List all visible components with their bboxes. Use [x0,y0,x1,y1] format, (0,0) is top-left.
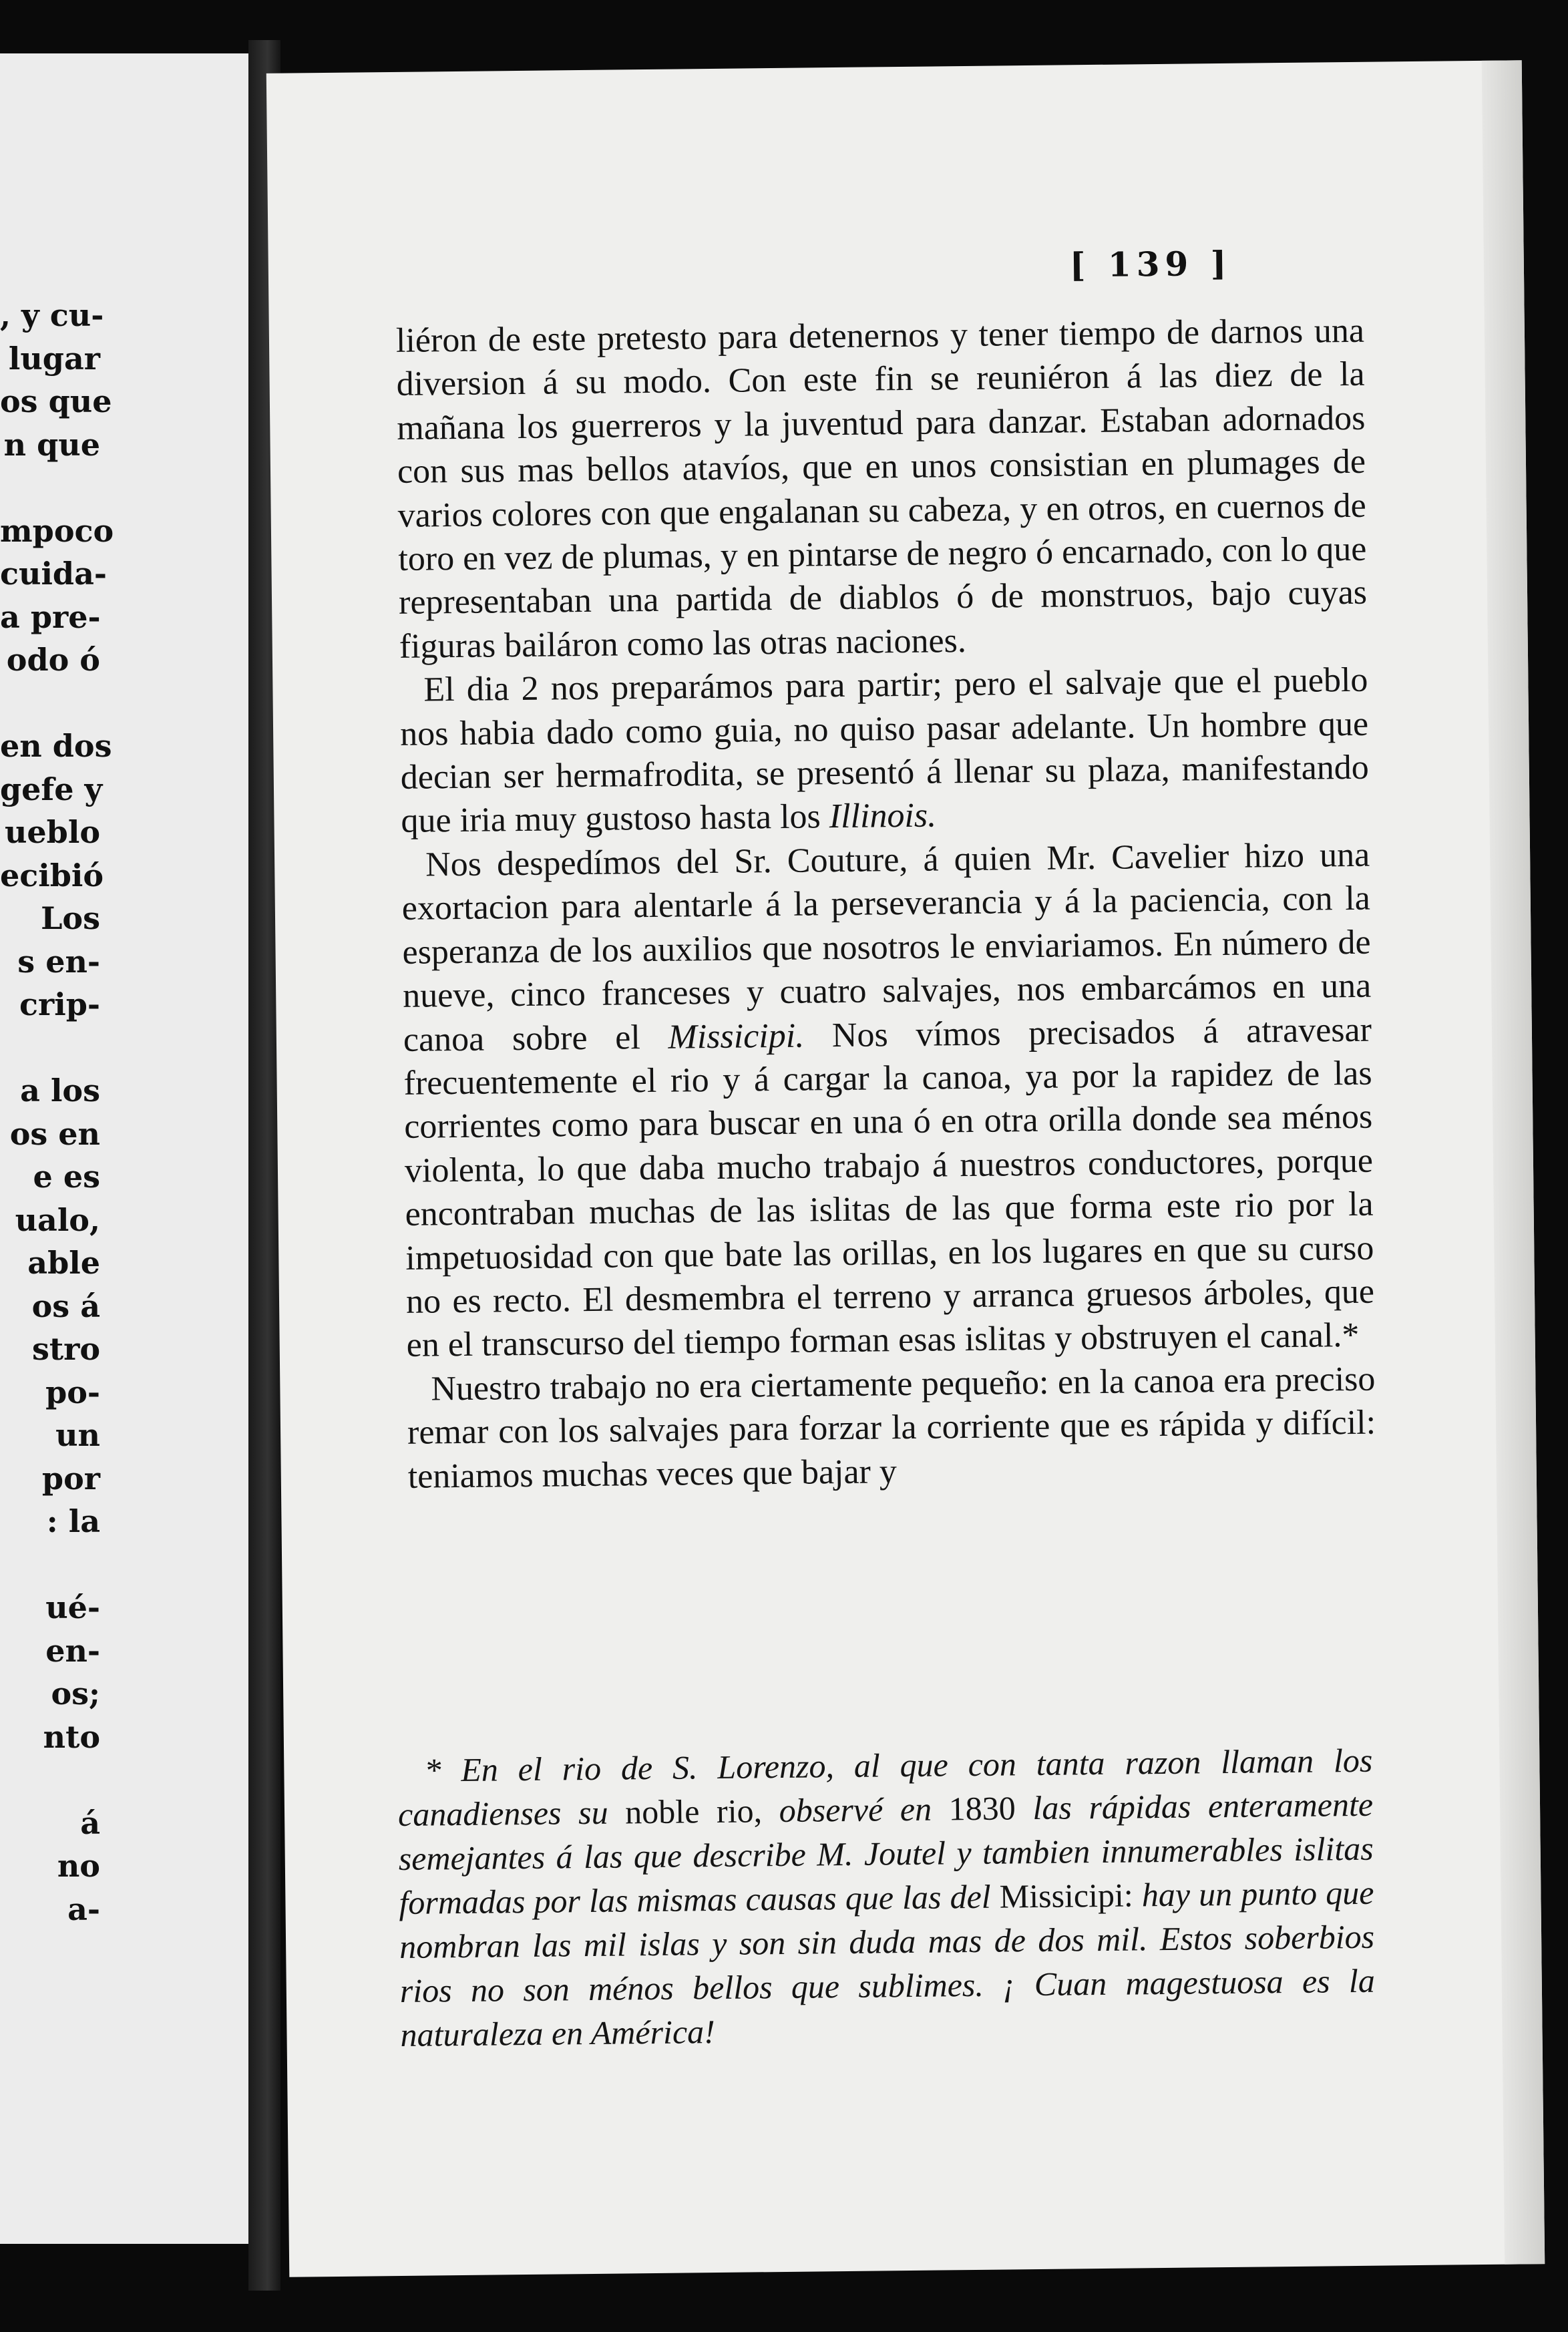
previous-page-fragment-line: os; [51,1676,100,1712]
footnote-segment: * En el rio de S. Lorenzo, al que con tanta razon llaman los canadienses su [397,1741,1373,1834]
previous-page-fragment-line [0,1758,100,1802]
previous-page-fragment-line: por [41,1460,100,1497]
text-segment: El dia 2 nos preparámos para partir; pero el salvaje que el pueblo nos habia dado como guia, no quiso pasar adelante. Un hombre que decian ser hermafrodita, se presentó á llenar su plaza, manifestando que iria muy gustoso hasta los [399,660,1370,841]
previous-page-fragment-line: os á [31,1288,100,1324]
paragraph [396,309,1368,668]
previous-page-fragment-line: á [80,1804,100,1841]
italic-text: Missicipi. [668,1016,805,1056]
previous-page-fragment-line: no [57,1848,100,1884]
previous-page-fragment-line: ué- [45,1589,100,1625]
previous-page-fragment-line: ueblo [4,814,100,850]
previous-page-fragment-line [0,1026,100,1070]
previous-page-fragment-line: s en- [17,943,100,980]
paragraph [401,833,1375,1368]
previous-page-fragment-line: po- [45,1374,100,1410]
previous-page-fragment-line [0,1543,100,1587]
footnote-segment: noble rio, [624,1792,780,1831]
previous-page-fragment-line: cuida- [0,556,107,592]
previous-page-fragment-line: Los [41,900,100,936]
footnote-segment: 1830 [948,1789,1033,1828]
text-segment: liéron de este pretesto para detenernos y tener tiempo de darnos una diversion á su modo. Con este fin se reuniéron á las diez de la mañana los guerreros y la juventud para danzar. Estaban adornados con sus mas bellos atavíos, que en unos consistian en plumages de varios colores con que engalanan su cabeza, y en otros, en cuernos de toro en vez de plumas, y en pintarse de negro ó encarnado, con lo que representaban una partida de diablos ó de monstruos, bajo cuyas figuras bailáron como las otras naciones. [395,311,1368,666]
previous-page-fragment-line: e es [33,1159,100,1195]
main-text [396,309,1376,1499]
page-number: [ 139 ] [1069,243,1232,285]
previous-page-fragment-line: os que [0,383,112,419]
previous-page-fragment-line: a los [20,1073,100,1109]
previous-page-fragment-line: gefe y [0,771,103,807]
previous-page-fragment-line: mpoco [0,512,114,549]
previous-page-fragment [0,53,255,2244]
text-segment: Nos despedímos del Sr. Couture, á quien Mr. Cavelier hizo una exortacion para alentarle á la perseverancia y á la paciencia, con la esperanza de los auxilios que nosotros le enviariamos. En número de nueve, cinco franceses y cuatro salvajes, nos embarcámos en una canoa sobre el [401,835,1372,1059]
previous-page-fragment-line: stro [31,1331,100,1367]
previous-page-fragment-line: , y cu- [0,297,104,333]
footnote-segment: Missicipi: [999,1876,1143,1915]
previous-page-fragment-line [0,466,100,510]
previous-page-fragment-line: un [55,1417,100,1453]
previous-page-fragment-line [0,682,100,725]
previous-page-fragment-line: lugar [8,340,100,377]
italic-text: Illinois. [829,796,937,836]
book-page [266,60,1545,2277]
footnote [397,1738,1376,2057]
previous-page-fragment-line: crip- [19,986,100,1022]
previous-page-fragment-line: nto [43,1718,100,1755]
footnote-paragraph [397,1738,1376,2057]
paragraph [407,1357,1376,1498]
previous-page-fragment-line: able [27,1245,100,1281]
footnote-segment: observé en [779,1790,950,1830]
previous-page-fragment-line: os en [9,1115,100,1152]
page-edge [1482,60,1545,2264]
previous-page-fragment-line: a pre- [0,598,101,635]
previous-page-fragment-line: a- [67,1891,100,1927]
footnote-segment: hay un punto que nombran las mil islas y son sin duda mas de dos mil. Estos soberbios rios no son ménos bellos que sublimes. ¡ Cuan magestuosa es la naturaleza en América! [399,1873,1376,2054]
previous-page-fragment-line: : la [46,1503,100,1539]
previous-page-fragment-line: odo ó [6,642,100,678]
previous-page-text-fragments [0,294,114,1931]
previous-page-fragment-line: ecibió [0,857,104,894]
footnote-segment: las rápidas enteramente semejantes á las que describe M. Joutel y tambien innumerables islitas formadas por las mismas causas que las del [398,1785,1374,1922]
paragraph [399,658,1370,843]
text-segment: Nuestro trabajo no era ciertamente pequeño: en la canoa era preciso remar con los salvajes para forzar la corriente que es rápida y difícil: teniamos muchas veces que bajar y [407,1360,1376,1496]
previous-page-fragment-line: en- [45,1632,100,1669]
previous-page-fragment-line: en dos [0,728,112,764]
text-segment: Nos vímos precisados á atravesar frecuentemente el rio y á cargar la canoa, ya por la rapidez de las corrientes como para buscar en una ó en otra orilla donde sea ménos violenta, lo que daba mucho trabajo á nuestros conductores, porque encontraban muchas de las islitas de las que forma este rio por la impetuosidad con que bate las orillas, en los lugares en que su curso no es recto. El desmembra el terreno y arranca gruesos árboles, que en el transcurso del tiempo forman esas islitas y obstruyen el canal.* [403,1010,1375,1365]
previous-page-fragment-line: ualo, [15,1201,100,1238]
previous-page-fragment-line: n que [3,426,100,463]
